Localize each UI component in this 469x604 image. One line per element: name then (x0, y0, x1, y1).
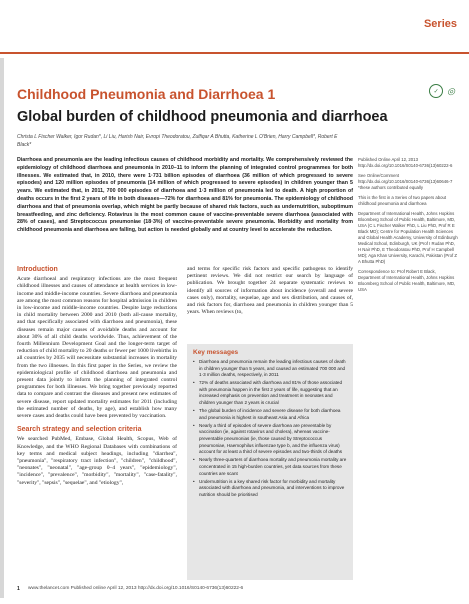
abstract: Diarrhoea and pneumonia are the leading infectious causes of childhood morbidity and mortality. We comprehensively reviewed the epidemiology of childhood diarrhoea and pneumonia in 2010–11 to inform the planning of integrated control programmes for both illnesses. We estimated that, in 2010, there were 1·731 billion episodes of diarrhoea (36 million of which progressed to severe episodes) and 120 million episodes of pneumonia (14 million of which progressed to severe episodes) in children younger than 5 years. We estimated that, in 2011, 700 000 episodes of diarrhoea and 1·3 million of pneumonia led to death. A high proportion of deaths occurs in the first 2 years of life in both diseases—72% for diarrhoea and 81% for pneumonia. The epidemiology of childhood diarrhoea and that of pneumonia overlap, which might be partly because of shared risk factors, such as undernutrition, suboptimum breastfeeding, and zinc deficiency. Rotavirus is the most common cause of vaccine-preventable severe diarrhoea (associated with 28% of cases), and Streptococcus pneumoniae (18·3%) of vaccine-preventable severe pneumonia. Morbidity and mortality from childhood pneumonia and diarrhoea are falling, but action is needed globally and at country level to accelerate the reduction. (17, 157, 353, 234)
key-messages-panel (187, 344, 353, 580)
series-title: Childhood Pneumonia and Diarrhoea 1 (17, 86, 276, 102)
header-rule (0, 52, 469, 54)
search-heading: Search strategy and selection criteria (17, 426, 142, 434)
series-note: This is the first in a Series of two papers about childhood pneumonia and diarrhoea (358, 195, 447, 206)
col2-text: and terms for specific risk factors and specific pathogens to identify pertinent reviews. We did not restrict our search by language of publication. We brought together 24 separate systematic reviews to identify all sources of information about incidence (overall and severe cases only), mortality, sequelae, age and sex distribution, and causes of, and risk factors for, diarrhoea and pneumonia in children younger than 5 years. When reviews (to, (187, 266, 353, 316)
footer-citation[interactable]: www.thelancet.com Published online April 12, 2013 http://dx.doi.org/10.1016/S0140-6736(13)60222-6 (28, 586, 244, 591)
key-messages-title: Key messages (193, 349, 239, 356)
body-column-left (17, 266, 177, 487)
article-title: Global burden of childhood pneumonia and diarrhoea (17, 109, 388, 125)
list-item: • Undernutrition is a key shared risk factor for morbidity and mortality associated with diarrhoea and pneumonia, and interventions to improve nutrition should be prioritised (193, 479, 347, 499)
intro-heading: Introduction (17, 266, 58, 273)
open-access-icon: ◎ (447, 85, 455, 96)
list-item: • Diarrhoea and pneumonia remain the leading infectious causes of death in children younger than 5 years, and caused an estimated 700 000 and 1·3 million deaths, respectively, in 2011 (193, 359, 347, 379)
left-margin-rule (0, 58, 4, 598)
affiliations: Department of International Health, Johns Hopkins Bloomberg School of Public Health, Baltimore, MD, USA (C L Fischer Walker PhD, L Liu PhD, Prof R E Black MD); Centre for Population Health Sciences and Global Health Academy, University of Edinburgh Medical School, Edinburgh, UK (Prof I Rudan PhD, H Nair PhD, E Theodoratou PhD, Prof H Campbell MD); Aga Khan University, Karachi, Pakistan (Prof Z A Bhutta PhD) (358, 211, 458, 264)
body-column-right (187, 266, 353, 316)
series-label: Series (423, 18, 457, 30)
publication-info[interactable]: Published Online April 12, 2013 http://dx.doi.org/10.1016/S0140-6736(13)60222-6 (358, 157, 453, 168)
author-list: Christa L Fischer Walker, Igor Rudan*, Li Liu, Harish Nair, Evropi Theodoratou, Zulfiqar A Bhutta, Katherine L O'Brien, Harry Campbell*, Robert E Black* (17, 134, 338, 148)
correspondence: Correspondence to: Prof Robert E Black, Department of International Health, Johns Hopkins Bloomberg School of Public Health, Baltimore, MD, USA (358, 269, 456, 292)
page-number: 1 (17, 586, 20, 592)
list-item: • Nearly three-quarters of diarrhoea mortality and pneumonia mortality are concentrated in 15 high-burden countries, yet data sources from these countries are scant (193, 457, 347, 477)
list-item: • 72% of deaths associated with diarrhoea and 81% of those associated with pneumonia happen in the first 2 years of life, suggesting that an increased emphasis on prevention and treatment in neonates and children younger than 2 years is crucial (193, 380, 347, 406)
list-item: • The global burden of incidence and severe disease for both diarrhoea and pneumonia is highest in southeast Asia and Africa (193, 408, 347, 421)
search-text: We searched PubMed, Embase, Global Health, Scopus, Web of Knowledge, and the WHO Regional Databases with combinations of key terms and medical subject headings, including "diarrhea", "pneumonia", "respiratory tract infection", "children", "childhood", "neonates", "neonatal", "age-group 0–4 years", "epidemiology", "incidence", "prevalence", "morbidity", "mortality", "case-fatality", "severity", "sepsis", "sequelae", and "etiology", (17, 436, 177, 486)
access-logos (429, 84, 455, 98)
article-sidebar (358, 157, 458, 297)
crossmark-icon[interactable]: ✓ (429, 84, 443, 98)
list-item: • Nearly a third of episodes of severe diarrhoea are preventable by vaccination (ie, against rotavirus and cholera), whereas vaccine-preventable pneumonias (ie, those caused by Streptococcus pneumoniae, Haemophilus influenzae type b, and the influenza virus) account for at least a third of severe episodes and two-thirds of deaths (193, 423, 347, 456)
page-header (0, 0, 469, 58)
comment-link[interactable]: See Online/Comment http://dx.doi.org/10.1016/S0140-6736(13)60646-7 *these authors contributed equally (358, 173, 453, 190)
intro-text: Acute diarrhoeal and respiratory infections are the most frequent childhood illnesses and causes of attendance at health services in low-income and middle-income countries. Severe diarrhoea and pneumonia are among the most common reasons for hospital admission in children in low-income and middle-income countries. Despite large reductions in child mortality between 2000 and 2010 (both all-cause mortality, and that specifically associated with diarrhoea and pneumonia), these diseases remain major causes of avoidable deaths and account for about 30% of all child deaths worldwide. Thus, achievement of the fourth Millennium Development Goal and the longer-term target of reduction of child mortality to 20 deaths or fewer per 1000 livebirths in all countries by 2035 will necessitate substantial increases in mortality from the two illnesses. In this first paper in the Series, we review the epidemiological profile of childhood diarrhoea and pneumonia and present data jointly to inform the planning of integrated control programmes for both illnesses. We bring together previously reported data to compare and contrast the diseases and present new estimates of severe disease, report updated mortality estimates for 2011 (including the estimated number of deaths, by age), and establish how many severe cases and deaths could have been prevented by vaccination. (17, 276, 177, 420)
key-messages-list (187, 359, 353, 498)
